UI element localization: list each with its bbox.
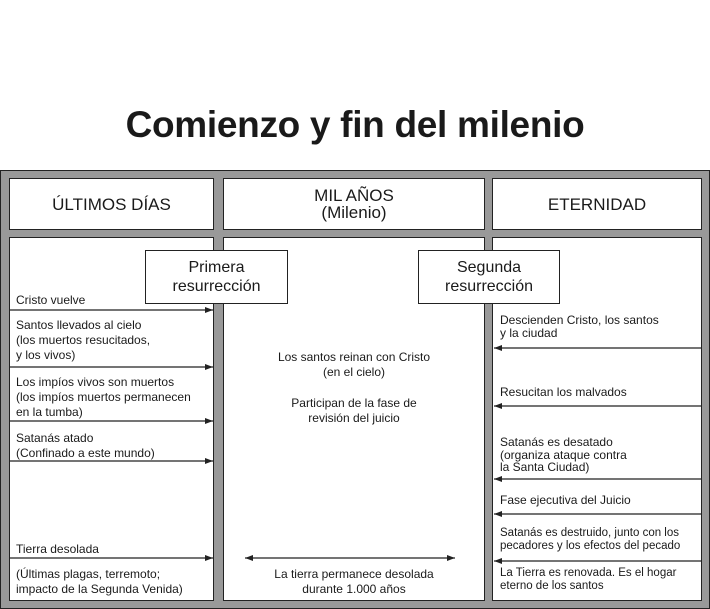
left-event: Los impíos vivos son muertos (los impíos muertos permanecen en la tumba) (16, 375, 191, 419)
right-event: Descienden Cristo, los santos y la ciudad (500, 313, 659, 340)
middle-text: Los santos reinan con Cristo (en el cielo) (277, 350, 431, 379)
first-resurrection-box (145, 250, 288, 304)
left-event: (Últimas plagas, terremoto; impacto de la Segunda Venida) (16, 567, 183, 596)
left-event: Satanás atado (Confinado a este mundo) (16, 431, 155, 460)
right-event: Resucitan los malvados (500, 385, 627, 399)
left-event: Cristo vuelve (16, 293, 86, 307)
left-event: Santos llevados al cielo (los muertos resucitados, y los vivos) (16, 318, 151, 362)
right-event: Fase ejecutiva del Juicio (500, 493, 631, 507)
header-sublabel: (Milenio) (321, 203, 387, 222)
header-label: MIL AÑOS (314, 186, 394, 205)
middle-text: Participan de la fase de revisión del juicio (291, 396, 417, 425)
right-event: Satanás es desatado (organiza ataque contra la Santa Ciudad) (500, 435, 627, 474)
header-label: ÚLTIMOS DÍAS (52, 194, 171, 214)
right-event: La Tierra es renovada. Es el hogar eterno de los santos (500, 567, 677, 592)
diagram-title: Comienzo y fin del milenio (125, 104, 585, 145)
second-resurrection-label: Segunda resurrección (444, 259, 534, 295)
first-resurrection-label: Primera resurrección (172, 259, 261, 295)
second-resurrection-box (418, 250, 560, 304)
right-event: Satanás es destruido, junto con los pecadores y los efectos del pecado (500, 527, 681, 552)
middle-text: La tierra permanece desolada durante 1.000 años (274, 567, 434, 596)
left-event: Tierra desolada (16, 542, 99, 556)
header-label: ETERNIDAD (547, 194, 647, 214)
